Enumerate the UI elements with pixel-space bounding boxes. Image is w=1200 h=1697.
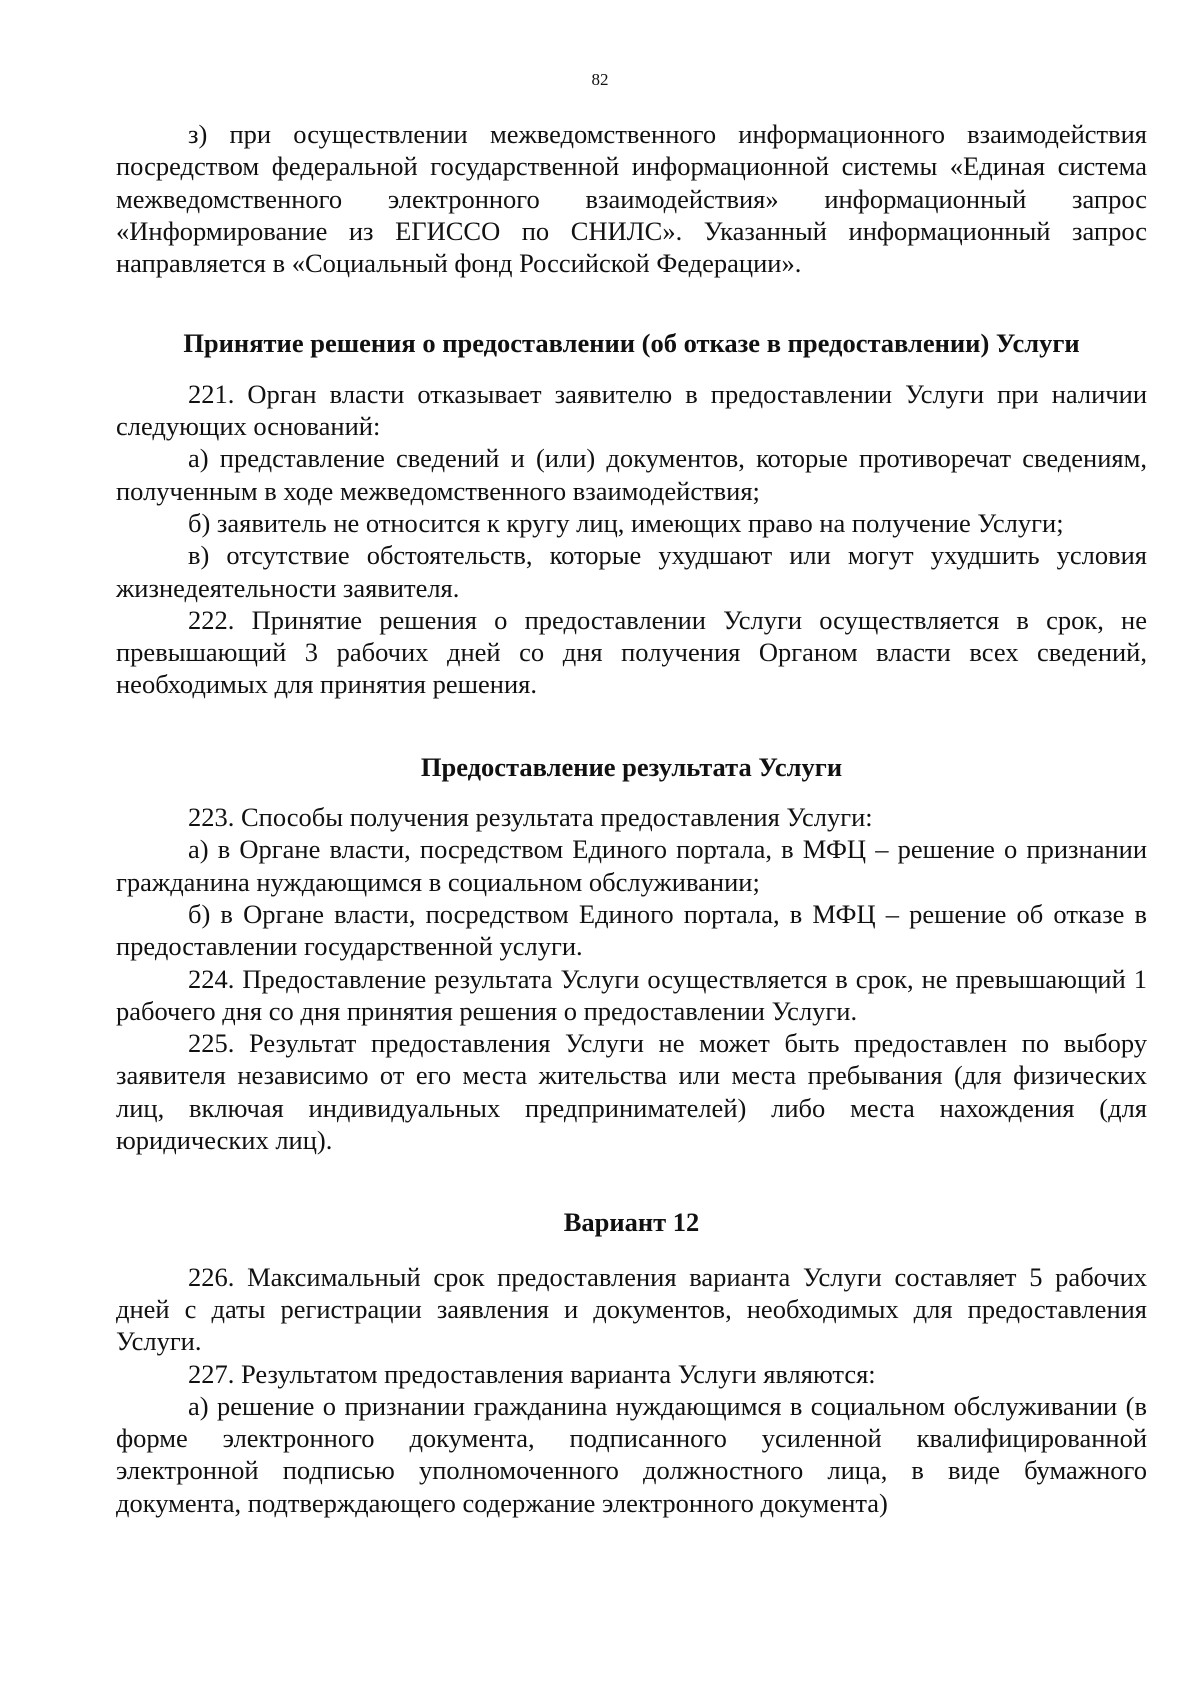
heading-decision: Принятие решения о предоставлении (об отказе в предоставлении) Услуги <box>183 328 1080 359</box>
paragraph-221b: б) заявитель не относится к кругу лиц, имеющих право на получение Услуги; <box>188 507 1064 538</box>
paragraph-227a: а) решение о признании гражданина нуждающимся в социальном обслуживании (в форме электронного документа, подписанного усиленной квалифицированной электронной подписью уполномоченного должностного лица, в виде бумажного документа, подтверждающего содержание электронного документа) <box>116 1390 1147 1518</box>
paragraph-227: 227. Результатом предоставления варианта Услуги являются: <box>188 1358 876 1389</box>
heading-result: Предоставление результата Услуги <box>420 751 843 782</box>
document-body <box>116 118 1147 1519</box>
paragraph-225: 225. Результат предоставления Услуги не может быть предоставлен по выбору заявителя независимо от его места жительства или места пребывания (для физических лиц, включая индивидуальных предпринимателей) либо места нахождения (для юридических лиц). <box>116 1028 1147 1156</box>
paragraph-223a: а) в Органе власти, посредством Единого портала, в МФЦ – решение о признании гражданина нуждающимся в социальном обслуживании; <box>116 834 1147 897</box>
paragraph-221a: а) представление сведений и (или) документов, которые противоречат сведениям, полученным в ходе межведомственного взаимодействия; <box>116 443 1147 506</box>
paragraph-223: 223. Способы получения результата предоставления Услуги: <box>188 802 873 833</box>
paragraph-224: 224. Предоставление результата Услуги осуществляется в срок, не превышающий 1 рабочего дня со дня принятия решения о предоставлении Услуги. <box>116 963 1147 1026</box>
paragraph-222: 222. Принятие решения о предоставлении Услуги осуществляется в срок, не превышающий 3 рабочих дней со дня получения Органом власти всех сведений, необходимых для принятия решения. <box>116 604 1147 700</box>
paragraph-223b: б) в Органе власти, посредством Единого портала, в МФЦ – решение об отказе в предоставлении государственной услуги. <box>116 898 1147 962</box>
paragraph-221v: в) отсутствие обстоятельств, которые ухудшают или могут ухудшить условия жизнедеятельности заявителя. <box>116 540 1147 603</box>
paragraph-z: з) при осуществлении межведомственного информационного взаимодействия посредством федеральной государственной информационной системы «Единая система межведомственного электронного взаимодействия» информационный запрос «Информирование из ЕГИССО по СНИЛС». Указанный информационный запрос направляется в «Социальный фонд Российской Федерации». <box>116 119 1147 279</box>
heading-variant-12: Вариант 12 <box>563 1207 700 1238</box>
page-number: 82 <box>591 70 609 89</box>
paragraph-221: 221. Орган власти отказывает заявителю в предоставлении Услуги при наличии следующих оснований: <box>116 378 1147 442</box>
paragraph-226: 226. Максимальный срок предоставления варианта Услуги составляет 5 рабочих дней с даты регистрации заявления и документов, необходимых для предоставления Услуги. <box>116 1261 1147 1357</box>
